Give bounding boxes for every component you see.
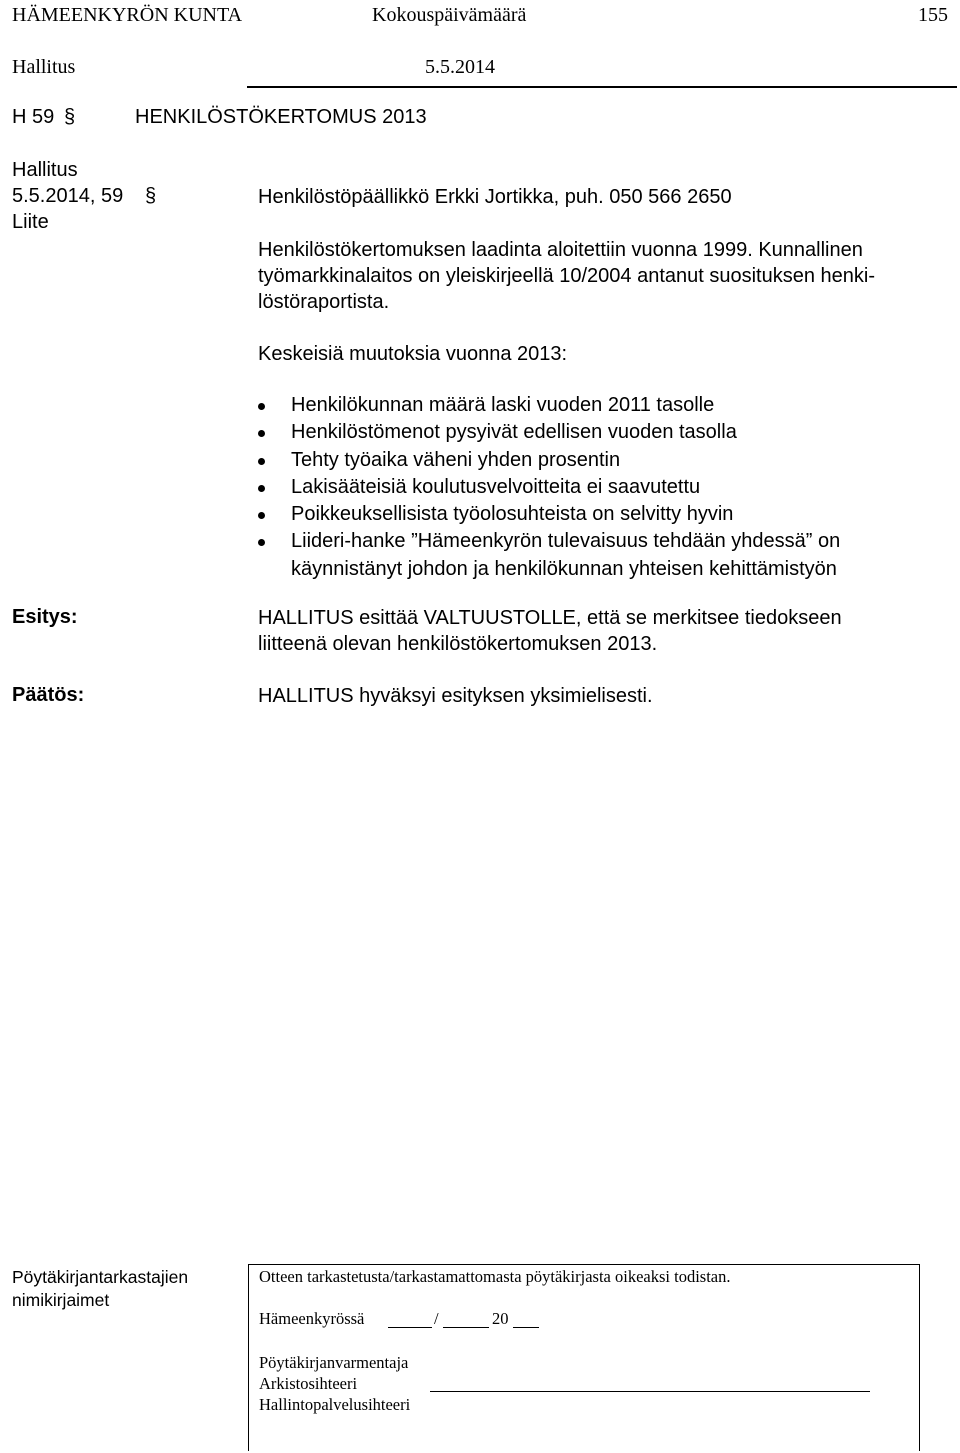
item-section-sign: § xyxy=(64,106,76,128)
item-number: H 59 xyxy=(12,106,55,128)
contact-line: Henkilöstöpäällikkö Erkki Jortikka, puh. 050 566 2650 xyxy=(258,186,732,208)
doc-type-label: Kokouspäivämäärä xyxy=(372,4,527,26)
header-rule xyxy=(247,86,957,88)
role-verifier: Pöytäkirjanvarmentaja xyxy=(259,1353,409,1372)
item-title: HENKILÖSTÖKERTOMUS 2013 xyxy=(135,106,427,128)
side-attachment: Liite xyxy=(12,211,49,233)
changes-heading: Keskeisiä muutoksia vuonna 2013: xyxy=(258,343,568,365)
list-item: Henkilökunnan määrä laski vuoden 2011 tasolle xyxy=(258,392,840,419)
bullet-icon xyxy=(258,512,265,519)
header-meeting-date: 5.5.2014 xyxy=(425,56,495,78)
year-blank xyxy=(513,1327,539,1328)
changes-list xyxy=(258,392,840,583)
place-label: Hämeenkyrössä xyxy=(259,1309,365,1328)
side-ref: 5.5.2014, 59 xyxy=(12,185,124,207)
date-slash: / xyxy=(434,1309,439,1328)
esitys-line1: HALLITUS esittää VALTUUSTOLLE, että se merkitsee tiedokseen xyxy=(258,607,842,629)
signature-line xyxy=(430,1391,870,1392)
municipality-name: HÄMEENKYRÖN KUNTA xyxy=(12,4,243,26)
side-body: Hallitus xyxy=(12,159,78,181)
day-blank xyxy=(388,1327,432,1328)
list-item: Poikkeuksellisista työolosuhteista on selvitty hyvin xyxy=(258,501,840,528)
list-item-continuation: käynnistänyt johdon ja henkilökunnan yhteisen kehittämistyön xyxy=(291,557,837,580)
role-archive-secretary: Arkistosihteeri xyxy=(259,1374,358,1393)
para1-line3: löstöraportista. xyxy=(258,291,390,313)
bullet-icon xyxy=(258,485,265,492)
bullet-icon xyxy=(258,430,265,437)
list-item: Henkilöstömenot pysyivät edellisen vuoden tasolla xyxy=(258,419,840,446)
bullet-icon xyxy=(258,458,265,465)
footer-initials-label: Pöytäkirjantarkastajien nimikirjaimet xyxy=(12,1267,189,1310)
list-item: Liideri-hanke ”Hämeenkyrön tulevaisuus tehdään yhdessä” on xyxy=(258,528,840,555)
side-section-sign: § xyxy=(145,185,157,207)
esitys-label: Esitys: xyxy=(12,606,78,628)
paatos-text: HALLITUS hyväksyi esityksen yksimielisesti. xyxy=(258,685,653,707)
bullet-icon xyxy=(258,403,265,410)
esitys-line2: liitteenä olevan henkilöstökertomuksen 2013. xyxy=(258,633,658,655)
role-admin-secretary: Hallintopalvelusihteeri xyxy=(259,1395,411,1414)
para1-line2: työmarkkinalaitos on yleiskirjeellä 10/2004 antanut suosituksen henki- xyxy=(258,265,876,287)
para1-line1: Henkilöstökertomuksen laadinta aloitettiin vuonna 1999. Kunnallinen xyxy=(258,239,863,261)
certify-text: Otteen tarkastetusta/tarkastamattomasta pöytäkirjasta oikeaksi todistan. xyxy=(259,1267,731,1286)
year-prefix: 20 xyxy=(492,1309,509,1328)
list-item: Lakisääteisiä koulutusvelvoitteita ei saavutettu xyxy=(258,474,840,501)
month-blank xyxy=(443,1327,489,1328)
page-number: 155 xyxy=(918,4,948,26)
bullet-icon xyxy=(258,539,265,546)
paatos-label: Päätös: xyxy=(12,684,85,706)
header-body: Hallitus xyxy=(12,56,76,78)
list-item: Tehty työaika väheni yhden prosentin xyxy=(258,447,840,474)
